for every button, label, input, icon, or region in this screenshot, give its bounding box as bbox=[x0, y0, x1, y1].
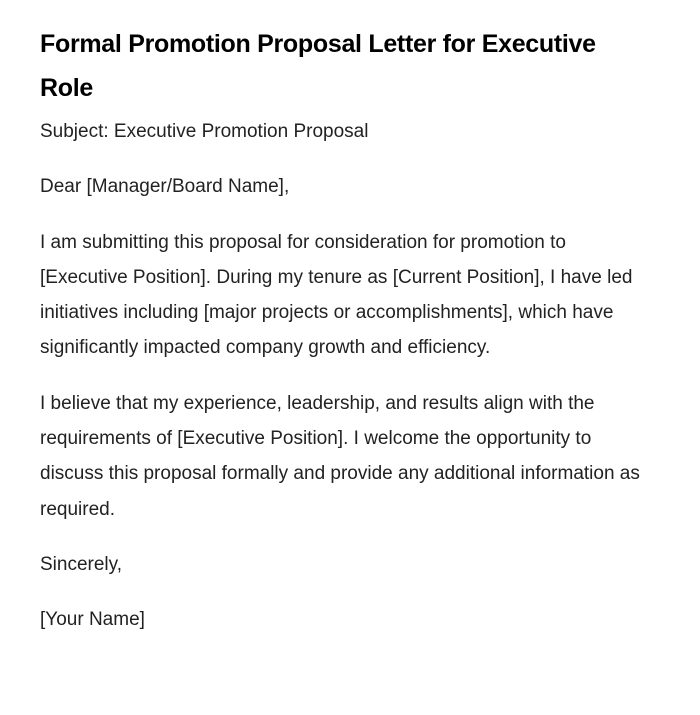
closing: Sincerely, bbox=[40, 553, 123, 575]
body-paragraph: I believe that my experience, leadership, and results align with the requirements of [Executive Position]. I welcome the opportunity to discuss this proposal formally and provide any additional information as required. bbox=[40, 392, 640, 520]
page-title: Formal Promotion Proposal Letter for Executive Role bbox=[40, 30, 596, 102]
subject-line: Subject: Executive Promotion Proposal bbox=[40, 121, 369, 142]
body-paragraph: I am submitting this proposal for consideration for promotion to [Executive Position]. During my tenure as [Current Position], I have led initiatives including [major projects or accomplishments], which have significantly impacted company growth and efficiency. bbox=[40, 231, 633, 359]
signature: [Your Name] bbox=[40, 609, 145, 631]
salutation: Dear [Manager/Board Name], bbox=[40, 176, 290, 198]
